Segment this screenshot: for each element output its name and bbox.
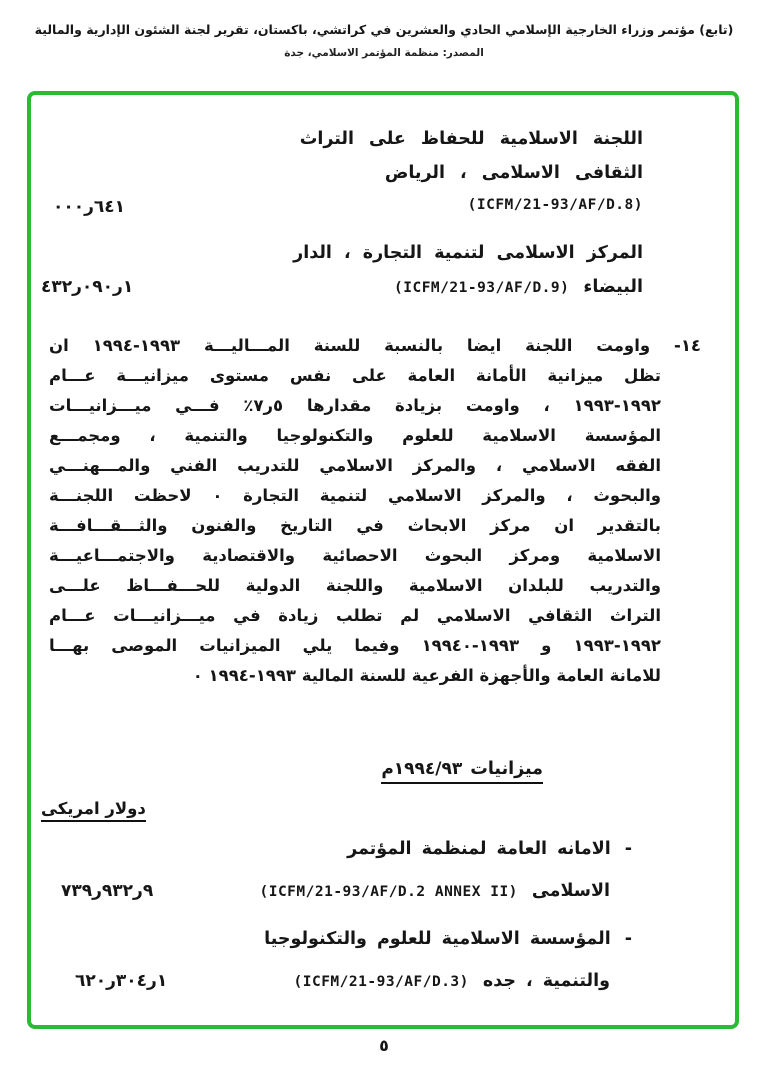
- paragraph-14: [49, 331, 701, 691]
- science-foundation-line2: والتنمية ، جده: [482, 971, 610, 991]
- budgets-title-text: ميزانيات: [470, 759, 543, 779]
- document-source-line: المصدر: منظمة المؤتمر الاسلامي، جدة: [284, 47, 484, 59]
- science-foundation-row2: [294, 971, 610, 991]
- amount-d3: ٦٢٠ر٣٠٤ر١: [75, 971, 168, 991]
- general-secretariat-row1: [347, 839, 632, 859]
- paragraph-14-line-7: بالتقدير ان مركز الابحاث في التاريخ والفنون والثـــقـــافـــة: [49, 516, 661, 535]
- currency-label: دولار امريكى: [41, 799, 146, 822]
- paragraph-14-line-2: تظل ميزانية الأمانة العامة على نفس مستوى ميزانيـــة عـــام: [49, 366, 661, 385]
- science-foundation-row1: [264, 929, 632, 949]
- document-header-title: (تابع) مؤتمر وزراء الخارجية الإسلامي الحادي والعشرين في كراتشي، باكستان، تقرير لجنة الشئون الإدارية والمالية: [34, 22, 734, 37]
- trade-centre-line2: البيضاء: [583, 277, 643, 297]
- committee-heritage-line1: اللجنة الاسلامية للحفاظ على التراث: [299, 129, 643, 149]
- paragraph-14-line-11: ١٩٩٢-١٩٩٣ و ١٩٩٣-١٩٩٤٠ وفيما يلي الميزانيات الموصى بهـــا: [49, 636, 661, 655]
- highlight-border-box: [27, 91, 739, 1029]
- paragraph-14-line-8: الاسلامية ومركز البحوث الاحصائية والاقتصادية والاجتمـــاعيـــة: [49, 546, 661, 565]
- general-secretariat-line1: الامانه العامة لمنظمة المؤتمر: [347, 839, 611, 859]
- paragraph-14-line-5: الفقه الاسلامي ، والمركز الاسلامي للتدريب الفني والمـــهنـــي: [49, 456, 661, 475]
- amount-d9: ٤٣٢ر٠٩٠ر١: [41, 277, 134, 297]
- dash-bullet: -: [624, 839, 632, 859]
- paragraph-14-line-4: المؤسسة الاسلامية للعلوم والتكنولوجيا والتنمية ، ومجمـــع: [49, 426, 661, 445]
- paragraph-14-line-6: والبحوث ، والمركز الاسلامي لتنمية التجارة ٠ لاحظت اللجنـــة: [49, 486, 661, 505]
- amount-d2: ٧٣٩ر٩٣٢ر٩: [61, 881, 154, 901]
- dash-bullet: -: [624, 929, 632, 949]
- general-secretariat-line2: الاسلامى: [531, 881, 610, 901]
- icfm-ref-d3: (ICFM/21-93/AF/D.3): [293, 974, 469, 990]
- paragraph-14-line-9: والتدريب للبلدان الاسلامية واللجنة الدولية للحـــفـــاظ علـــى: [49, 576, 661, 595]
- committee-heritage-line2: الثقافى الاسلامى ، الرياض: [384, 163, 643, 183]
- icfm-ref-d2-annex: (ICFM/21-93/AF/D.2 ANNEX II): [259, 884, 518, 900]
- icfm-ref-d8: (ICFM/21-93/AF/D.8): [467, 197, 643, 213]
- icfm-ref-d9: (ICFM/21-93/AF/D.9): [394, 280, 570, 296]
- budgets-section-title: [381, 759, 543, 784]
- trade-centre-ref-row: [394, 277, 643, 297]
- page-number: ٥: [379, 1036, 389, 1055]
- paragraph-14-line-10: التراث الثقافي الاسلامي لم تطلب زيادة في ميـــزانيـــات عـــام: [49, 606, 661, 625]
- committee-heritage-ref-row: [31, 197, 735, 225]
- science-foundation-line1: المؤسسة الاسلامية للعلوم والتكنولوجيا: [264, 929, 611, 949]
- paragraph-14-line-12: للامانة العامة والأجهزة الفرعية للسنة المالية ١٩٩٣-١٩٩٤ ٠: [192, 666, 661, 685]
- paragraph-14-line-3: ١٩٩٢-١٩٩٣ ، واومت بزيادة مقدارها ٥ر٧٪ فـــي ميـــزانيـــات: [49, 396, 661, 415]
- paragraph-14-line-1: ١٤- واومت اللجنة ايضا بالنسبة للسنة المـــاليـــة ١٩٩٣-١٩٩٤ ان: [49, 336, 702, 355]
- budgets-title-year: م١٩٩٤/٩٣: [381, 759, 463, 779]
- trade-centre-line1: المركز الاسلامى لتنمية التجارة ، الدار: [293, 243, 643, 263]
- amount-d8: ٠٠٠ر٦٤١: [53, 197, 126, 217]
- general-secretariat-row2: [259, 881, 610, 901]
